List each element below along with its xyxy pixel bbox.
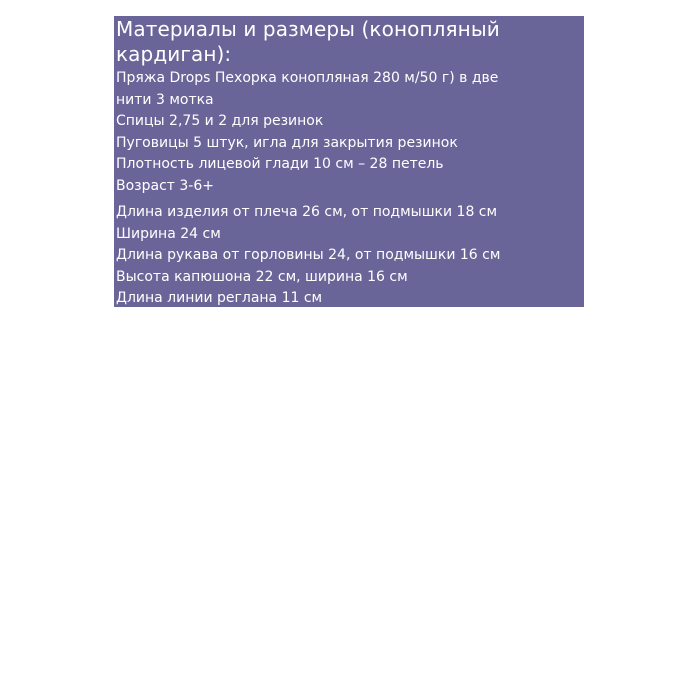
size-line-hood: Высота капюшона 22 см, ширина 16 см [116, 268, 408, 285]
materials-line-age: Возраст 3-6+ [116, 177, 214, 194]
materials-line-yarn: Пряжа Drops Пехорка конопляная 280 м/50 г) в две [116, 70, 499, 86]
materials-line-buttons: Пуговицы 5 штук, игла для закрытия резинок [116, 134, 458, 151]
info-card [114, 16, 584, 307]
card-title: Материалы и размеры (конопляный кардиган): [116, 17, 500, 66]
materials-line-needles: Спицы 2,75 и 2 для резинок [116, 113, 324, 129]
materials-list [116, 68, 584, 197]
sizes-list [116, 202, 584, 307]
size-line-width: Ширина 24 см [116, 225, 221, 242]
size-line-raglan: Длина линии реглана 11 см [116, 290, 323, 306]
size-line-sleeve: Длина рукава от горловины 24, от подмышки 16 см [116, 247, 501, 263]
size-line-length: Длина изделия от плеча 26 см, от подмышки 18 см [116, 204, 498, 220]
materials-line-gauge: Плотность лицевой глади 10 см – 28 петель [116, 156, 444, 172]
materials-line-yarn-cont: нити 3 мотка [116, 91, 214, 108]
